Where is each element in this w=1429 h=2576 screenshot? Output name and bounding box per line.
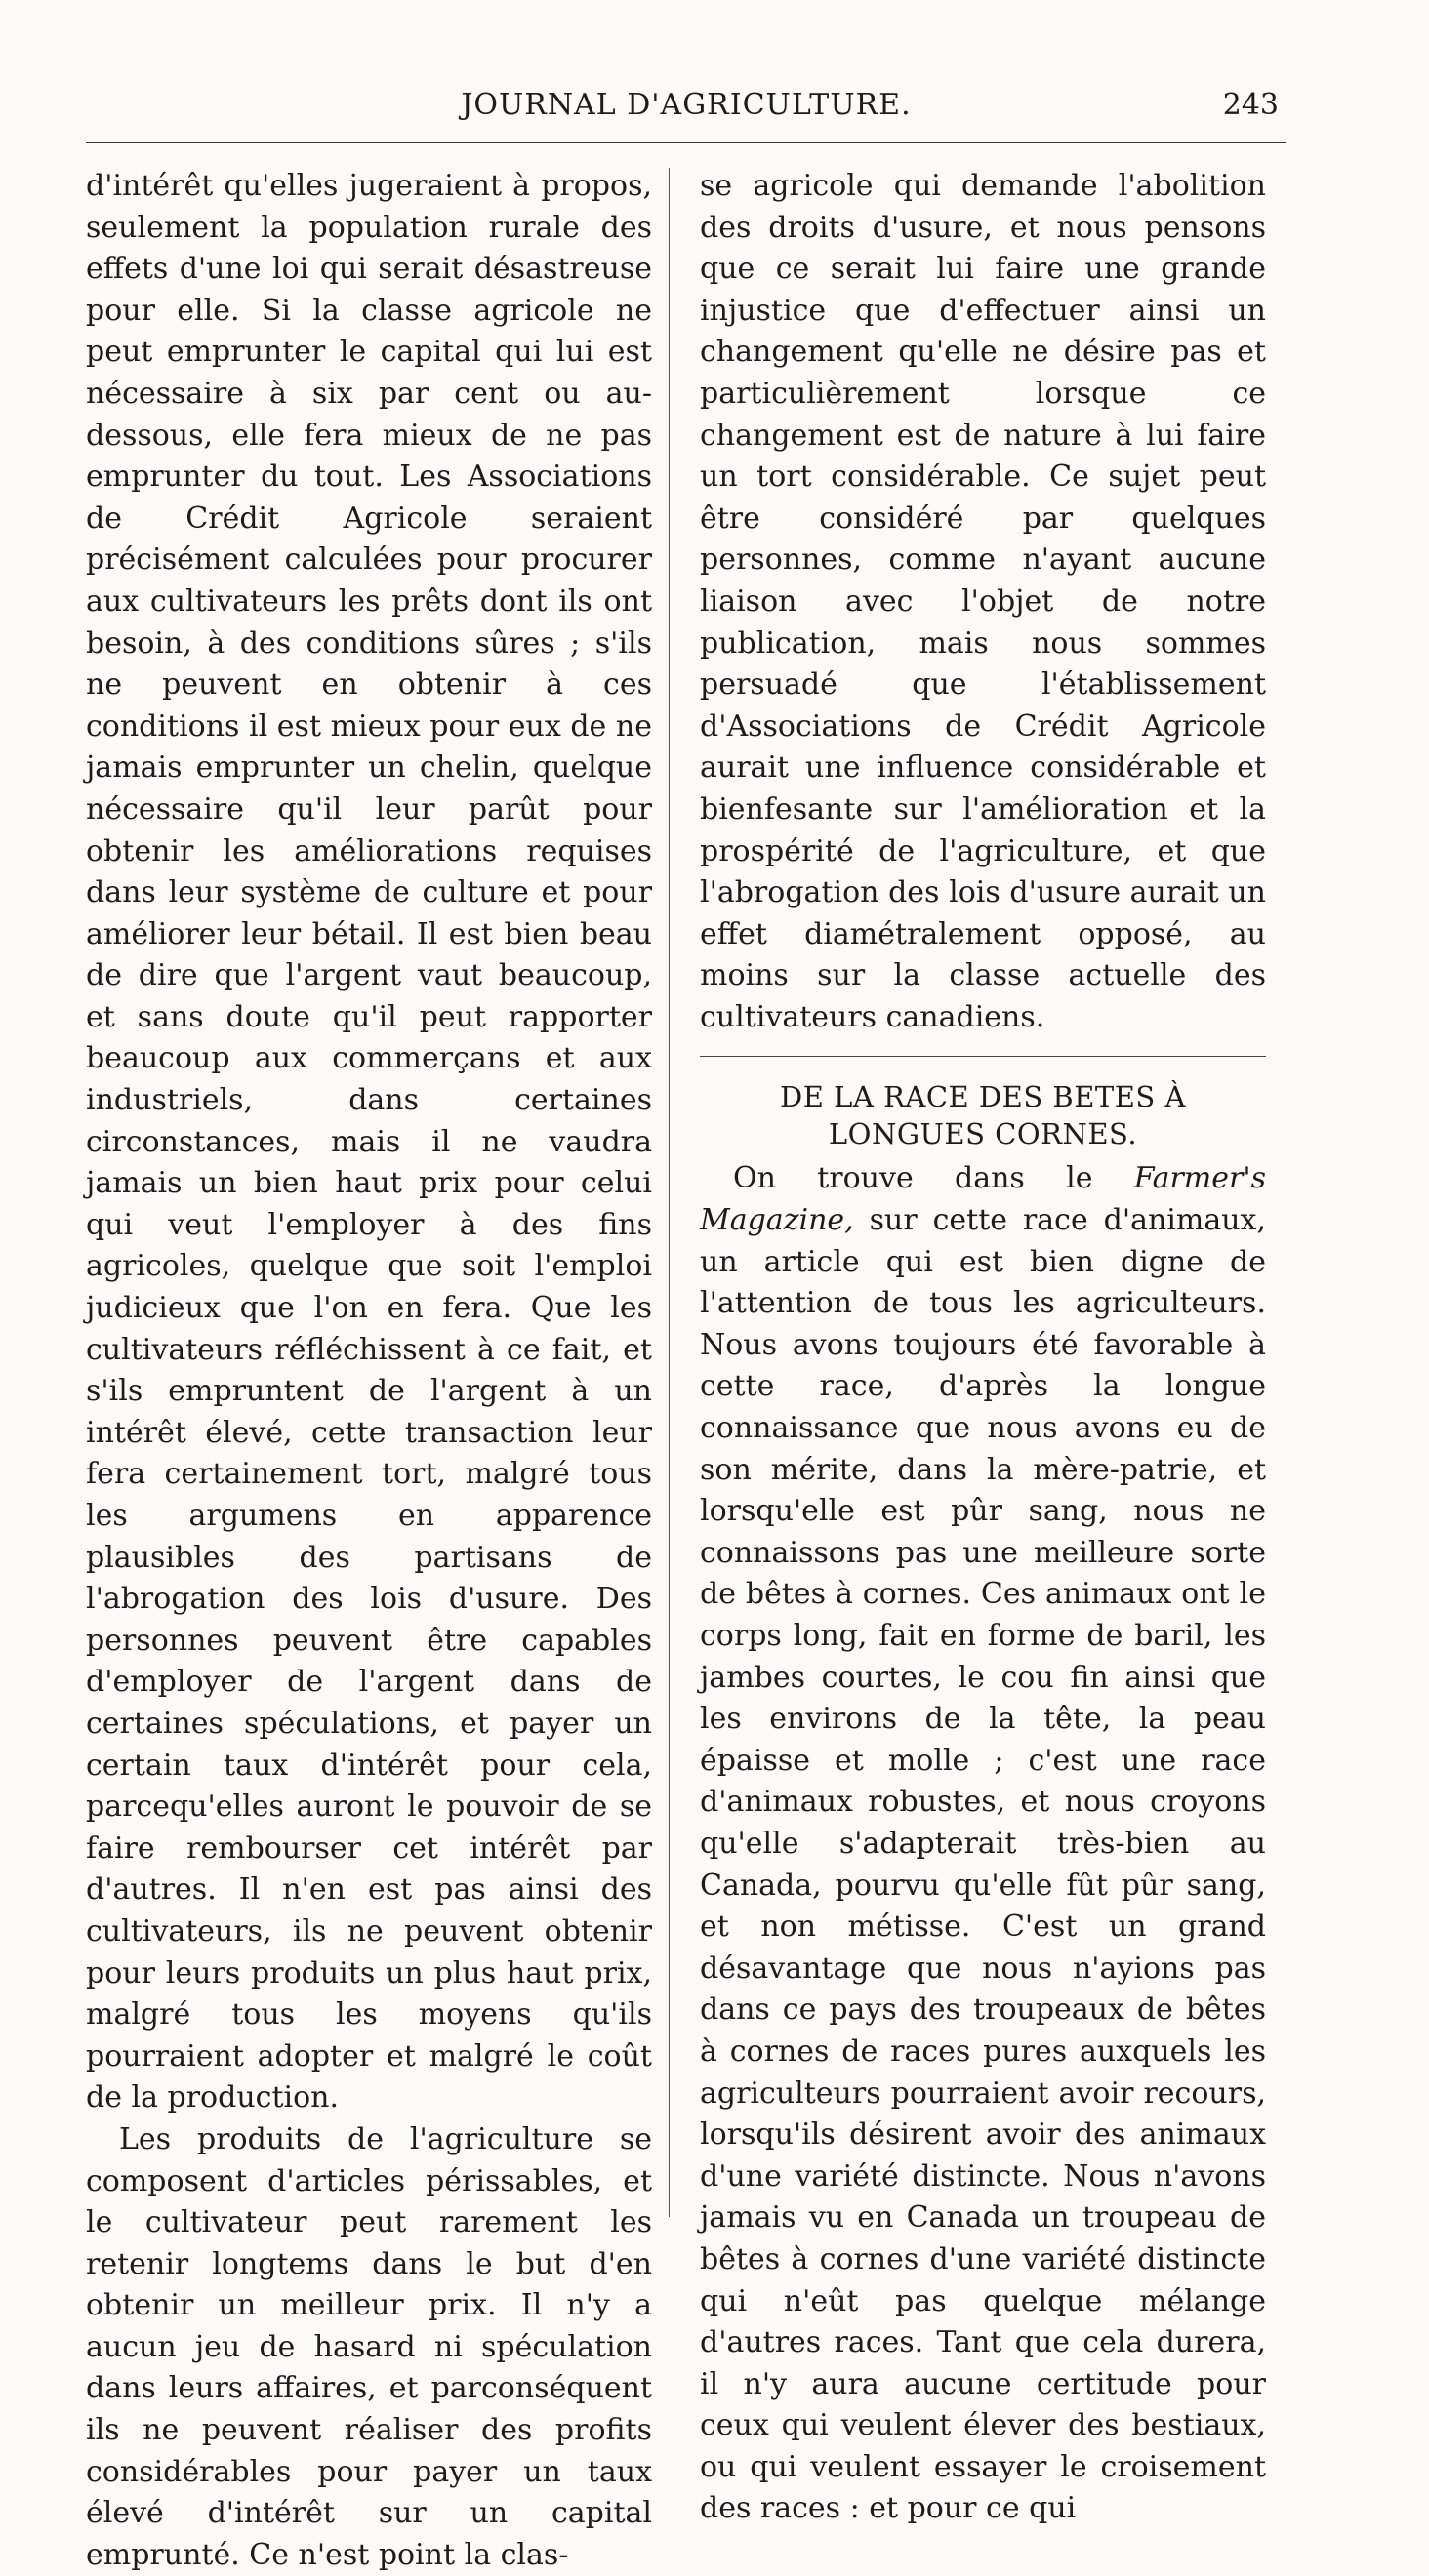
paragraph-body: sur cette race d'animaux, un article qui est bien digne de l'attention de tous les agriculteurs. Nous avons toujours été favorable à cette race, d'après la longue connaissance que nous avons eu de son mérite, dans la mère-patrie, et lorsqu'elle est pûr sang, nous ne connaissons pas une meilleure sorte de bêtes à cornes. Ces animaux ont le corps long, fait en forme de baril, les jambes courtes, le cou fin ainsi que les environs de la tête, la peau épaisse et molle ; c'est une race d'animaux robustes, et nous croyons qu'elle s'adapterait très-bien au Canada, pourvu qu'elle fût pûr sang, et non métisse. C'est un grand désavantage que nous n'ayions pas dans ce pays des troupeaux de bêtes à cornes de races pures auxquels les agriculteurs pourraient avoir recours, lorsqu'ils désirent avoir des animaux d'une variété distincte. Nous n'avons jamais vu en Canada un troupeau de bêtes à cornes d'une variété distincte qui n'eût pas quelque mélange d'autres races. Tant que cela durera, il n'y aura aucune certitude pour ceux qui veulent élever des bestiaux, ou qui veulent essayer le croisement des races : et pour ce qui — [700, 1203, 1266, 2526]
page-number: 243 — [1222, 88, 1279, 122]
column-divider — [669, 168, 670, 2217]
right-column — [700, 166, 1266, 2526]
magazine-title: Farmer's Magazine, — [700, 1161, 1266, 1238]
running-title: JOURNAL D'AGRICULTURE. — [461, 88, 912, 122]
right-paragraph-1: se agricole qui demande l'abolition des droits d'usure, et nous pensons que ce serait lui faire une grande injustice que d'effectuer ainsi un changement qu'elle ne désire pas et particulièrement lorsque ce changement est de nature à lui faire un tort considérable. Ce sujet peut être considéré par quelques personnes, comme n'ayant aucune liaison avec l'objet de notre publication, mais nous sommes persuadé que l'établissement d'Associations de Crédit Agricole aurait une influence considérable et bienfesante sur l'amélioration et la prospérité de l'agriculture, et que l'abrogation des lois d'usure aurait un effet diamétralement opposé, au moins sur la classe actuelle des cultivateurs canadiens. — [700, 169, 1266, 1034]
section-separator — [700, 1056, 1266, 1057]
right-paragraph-2 — [700, 1158, 1266, 2530]
section-title: DE LA RACE DES BETES À LONGUES CORNES. — [780, 1080, 1186, 1151]
header-rule — [86, 141, 1286, 143]
paragraph-lead: On trouve dans le — [733, 1161, 1093, 1196]
left-paragraph-2: Les produits de l'agriculture se composent d'articles périssables, et le cultivateur peut rarement les retenir longtems dans le but d'en obtenir un meilleur prix. Il n'y a aucun jeu de hasard ni spéculation dans leurs affaires, et parconséquent ils ne peuvent réaliser des profits considérables pour payer un taux élevé d'intérêt sur un capital emprunté. Ce n'est point la clas- — [86, 2121, 652, 2572]
left-column — [86, 166, 652, 2572]
page-header — [86, 80, 1286, 129]
left-paragraph-1: d'intérêt qu'elles jugeraient à propos, seulement la population rurale des effets d'une loi qui serait désastreuse pour elle. Si la classe agricole ne peut emprunter le capital qui lui est nécessaire à six par cent ou au-dessous, elle fera mieux de ne pas emprunter du tout. Les Associations de Crédit Agricole seraient précisément calculées pour procurer aux cultivateurs les prêts dont ils ont besoin, à des conditions sûres ; s'ils ne peuvent en obtenir à ces conditions il est mieux pour eux de ne jamais emprunter un chelin, quelque nécessaire qu'il leur parût pour obtenir les améliorations requises dans leur système de culture et pour améliorer leur bétail. Il est bien beau de dire que l'argent vaut beaucoup, et sans doute qu'il peut rapporter beaucoup aux commerçans et aux industriels, dans certaines circonstances, mais il ne vaudra jamais un bien haut prix pour celui qui veut l'employer à des fins agricoles, quelque que soit l'emploi judicieux que l'on en fera. Que les cultivateurs réfléchissent à ce fait, et s'ils empruntent de l'argent à un intérêt élevé, cette transaction leur fera certainement tort, malgré tous les argumens en apparence plausibles des partisans de l'abrogation des lois d'usure. Des personnes peuvent être capables d'employer de l'argent dans de certaines spéculations, et payer un certain taux d'intérêt pour cela, parcequ'elles auront le pouvoir de se faire rembourser cet intérêt par d'autres. Il n'en est pas ainsi des cultivateurs, ils ne peuvent obtenir pour leurs produits un plus haut prix, malgré tous les moyens qu'ils pourraient adopter et malgré le coût de la production. — [86, 169, 652, 2115]
